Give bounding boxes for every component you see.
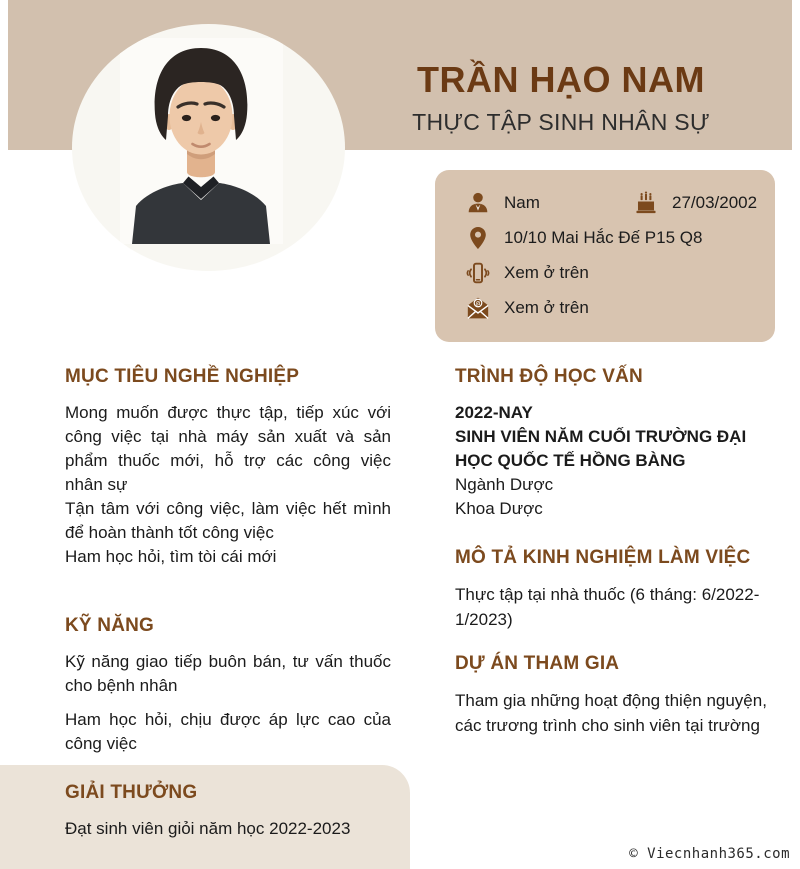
skills-paragraph: Kỹ năng giao tiếp buôn bán, tư vấn thuốc cho bệnh nhân [65,652,391,695]
contact-row-phone [465,255,761,290]
projects-text: Tham gia những hoạt động thiện nguyện, các trương trình cho sinh viên tại trường [455,691,767,735]
dob-cell [633,190,757,216]
phone-cell [465,260,589,286]
experience-text: Thực tập tại nhà thuốc (6 tháng: 6/2022-1/2023) [455,585,760,629]
gender-value: Nam [504,192,540,212]
right-column [455,366,787,738]
open-envelope-at-icon [465,295,491,321]
skills-heading: KỸ NĂNG [65,615,155,636]
person-icon [465,190,491,216]
email-cell [465,295,589,321]
dob-value: 27/03/2002 [672,192,758,212]
address-value: 10/10 Mai Hắc Đế P15 Q8 [504,227,703,247]
contact-row-address [465,220,761,255]
email-value: Xem ở trên [504,297,589,317]
contact-card [435,170,775,342]
location-pin-icon [465,225,491,251]
vibrating-phone-icon [465,260,491,286]
education-major: Ngành Dược [455,475,554,494]
phone-value: Xem ở trên [504,262,589,282]
awards-text: Đạt sinh viên giỏi năm học 2022-2023 [65,819,351,838]
job-title: THỰC TẬP SINH NHÂN SỰ [412,108,710,135]
objective-paragraph: Tận tâm với công việc, làm việc hết mình để hoàn thành tốt công việc [65,499,391,542]
contact-row-gender-dob [465,185,761,220]
profile-photo [72,24,345,271]
education-school: SINH VIÊN NĂM CUỐI TRƯỜNG ĐẠI HỌC QUỐC TẾ HỒNG BÀNG [455,427,747,470]
awards-heading: GIẢI THƯỞNG [65,782,198,803]
left-column [65,366,391,766]
objective-heading: MỤC TIÊU NGHỀ NGHIỆP [65,366,300,387]
svg-text:@: @ [476,298,480,307]
portrait-photo [120,38,283,244]
education-period: 2022-NAY [455,403,533,422]
candidate-name: TRẦN HẠO NAM [417,59,705,100]
birthday-cake-icon [633,190,659,216]
education-faculty: Khoa Dược [455,499,543,518]
skills-paragraph: Ham học hỏi, chịu được áp lực cao của công việc [65,710,391,753]
awards-section [0,765,410,869]
gender-cell [465,190,633,216]
experience-heading: MÔ TẢ KINH NGHIỆM LÀM VIỆC [455,547,751,568]
contact-row-email [465,290,761,325]
objective-paragraph: Mong muốn được thực tập, tiếp xúc với công việc tại nhà máy sản xuất và sản phẩm thuốc mới, hỗ trợ các công việc nhân sự [65,403,391,494]
education-heading: TRÌNH ĐỘ HỌC VẤN [455,366,643,387]
objective-paragraph: Ham học hỏi, tìm tòi cái mới [65,547,277,566]
projects-heading: DỰ ÁN THAM GIA [455,653,620,674]
watermark: © Viecnhanh365.com [629,846,790,862]
address-cell [465,225,702,251]
header-text-block [382,60,740,136]
